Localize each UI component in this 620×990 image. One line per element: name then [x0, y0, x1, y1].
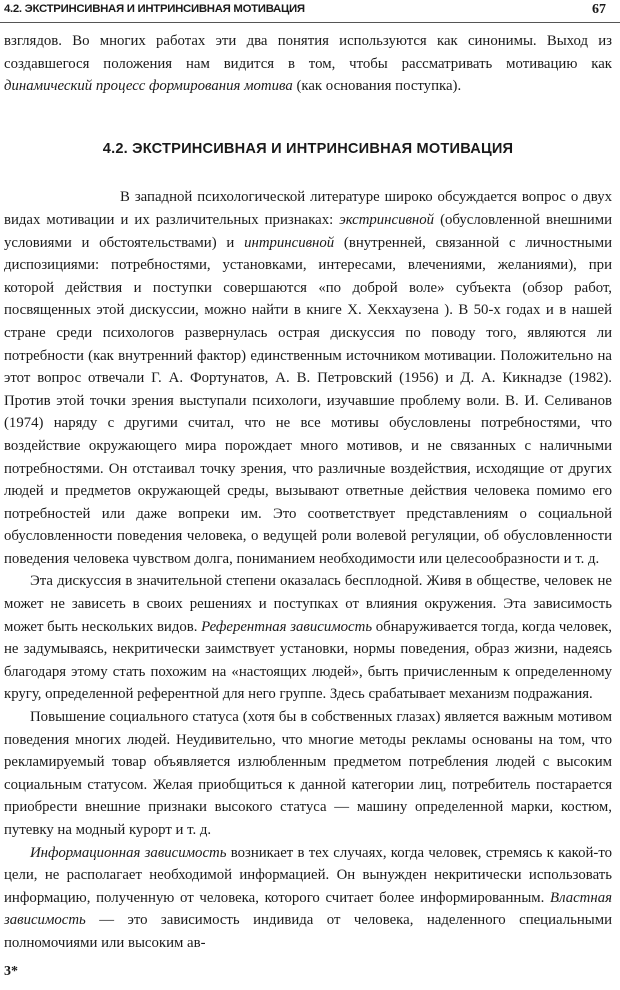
signature-mark: 3* [4, 964, 18, 979]
section-heading: 4.2. ЭКСТРИНСИВНАЯ И ИНТРИНСИВНАЯ МОТИВАЦИЯ [102, 140, 514, 157]
paragraph-2 [4, 570, 612, 706]
p1-text-2: (обусловленной внешними условиями и обстоятельствами) и [4, 211, 612, 251]
running-title: 4.2. ЭКСТРИНСИВНАЯ И ИНТРИНСИВНАЯ МОТИВАЦИЯ [4, 3, 305, 15]
intro-text-1: взглядов. Во многих работах эти два понятия используются как синонимы. Выход из создавшегося положения нам видится в том, чтобы рассматривать мотивацию как [4, 33, 612, 72]
p2-text-2: обнаруживается тогда, когда человек, не задумываясь, некритически заимствует установки, нормы поведения, образ жизни, надеясь благодаря этому стать похожим на «настоящих людей», быть причисленным к определенному кругу, определенной референтной для него группе. Здесь срабатывает механизм подражания. [4, 618, 612, 703]
p1-italic-intrinsic: интринсивной [244, 234, 335, 251]
p4-italic-power: Властная зависимость [4, 889, 612, 929]
running-header [0, 0, 620, 23]
p4-italic-informational: Информационная зависимость [30, 844, 227, 861]
p2-text-1: Эта дискуссия в значительной степени оказалась бесплодной. Живя в обществе, человек не может не зависеть в своих решениях и поступках от влияния окружения. Эта зависимость может быть нескольких видов. [4, 573, 612, 635]
p4-text-1: возникает в тех случаях, когда человек, стремясь к какой-то цели, не располагает необходимой информацией. Он вынужден некритически использовать информацию, полученную от человека, которого считает более информированным. [4, 844, 612, 906]
intro-text-2: (как основания поступка). [292, 78, 462, 95]
p1-text-1: В западной психологической литературе широко обсуждается вопрос о двух видах мотивации и их различительных признаках: [4, 189, 612, 228]
p4-text-2: — это зависимость индивида от человека, наделенного специальными полномочиями или высоким ав- [4, 912, 612, 951]
paragraph-4 [4, 842, 612, 955]
intro-paragraph [4, 30, 612, 98]
page-number: 67 [592, 2, 606, 17]
p1-italic-extrinsic: экстринсивной [339, 211, 435, 228]
intro-italic-1: динамический процесс формирования мотива [4, 78, 293, 95]
p1-text-3: (внутренней, связанной с личностными диспозициями: потребностями, установками, интересами, влечениями, желаниями), при которой действия и поступки совершаются «по доброй воле» субъекта (обзор работ, посвященных этой дискуссии, можно найти в книге Х. Хекхаузена ). В 50-х годах и в нашей стране среди психологов развернулась острая дискуссия по поводу того, являются ли потребности (как внутренний фактор) единственным источником мотивации. Положительно на этот вопрос отвечали Г. А. Фортунатов, А. В. Петровский (1956) и Д. А. Кикнадзе (1982). Против этой точки зрения выступали психологи, изучавшие проблему воли. В. И. Селиванов (1974) наряду с другими считал, что не все мотивы обусловлены потребностями, что воздействие окружающего мира порождает много мотивов, и не связанных с наличными потребностями. Он отстаивал точку зрения, что различные воздействия, исходящие от других людей и предметов окружающей среды, вызывают ответные действия человека помимо его потребностей или даже вопреки им. Это соответствует представлениям о социальной обусловленности поведения человека, о ведущей роли волевой регуляции, об обусловленности поведения человека чувством долга, пониманием необходимости или целесообразности и т. д. [4, 234, 612, 567]
paragraph-1 [4, 186, 612, 570]
p2-italic-referent: Референтная зависимость [201, 618, 373, 635]
body-text [4, 30, 612, 955]
paragraph-3: Повышение социального статуса (хотя бы в собственных глазах) является важным мотивом поведения многих людей. Неудивительно, что многие методы рекламы основаны на том, что рекламируемый товар объявляется излюбленным предметом потребления людей с высоким социальным статусом. Желая приобщиться к данной категории лиц, потребитель постарается приобрести внешние признаки высокого статуса — машину определенной марки, костюм, путевку на модный курорт и т. д. [4, 709, 612, 838]
